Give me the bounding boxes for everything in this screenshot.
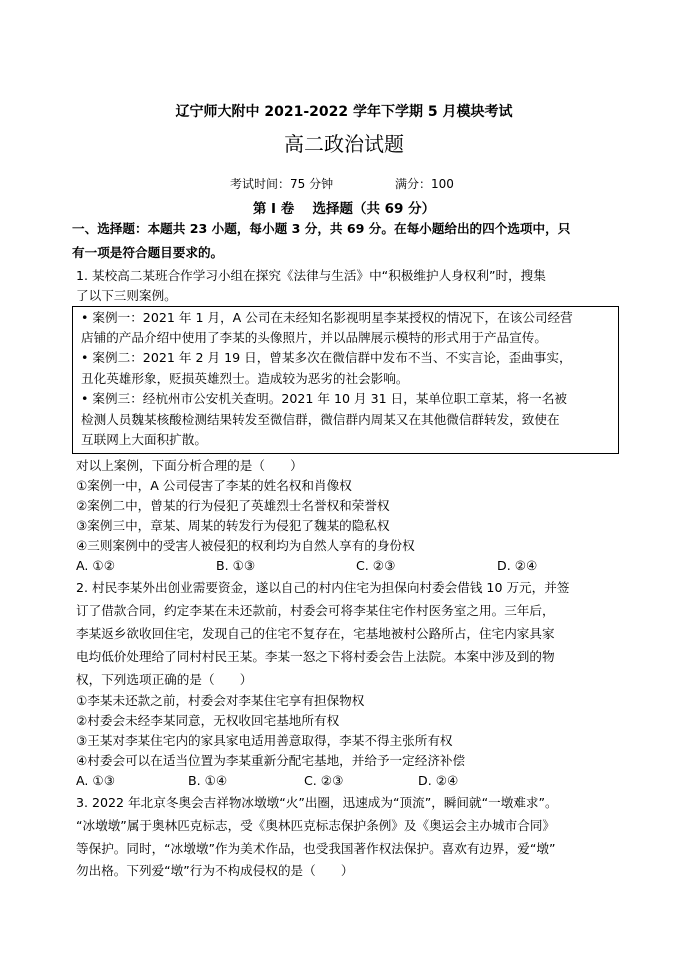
exam-time: 考试时间：75 分钟 bbox=[230, 177, 334, 191]
q1-option-b: B. ①③ bbox=[216, 558, 256, 573]
q1-statement: ③案例三中，章某、周某的转发行为侵犯了魏某的隐私权 bbox=[76, 518, 390, 533]
q2-statement: ①李某未还款之前，村委会对李某住宅享有担保物权 bbox=[76, 693, 365, 708]
q2-statement: ③王某对李某住宅内的家具家电适用善意取得，李某不得主张所有权 bbox=[76, 733, 453, 748]
q1-statement: ②案例二中，曾某的行为侵犯了英雄烈士名誉权和荣誉权 bbox=[76, 498, 390, 513]
q2-option-c: C. ②③ bbox=[304, 773, 344, 788]
q1-question: 对以上案例，下面分析合理的是（ ） bbox=[76, 458, 303, 473]
section-instructions-line: 一、选择题：本题共 23 小题，每小题 3 分，共 69 分。在每小题给出的四个选项中，只 bbox=[72, 221, 571, 236]
q2-option-b: B. ①④ bbox=[188, 773, 228, 788]
q1-stem-line: 了以下三则案例。 bbox=[76, 288, 177, 303]
q2-option-d: D. ②④ bbox=[418, 773, 459, 788]
q1-case-box bbox=[72, 306, 619, 454]
q1-statement: ④三则案例中的受害人被侵犯的权利均为自然人享有的身份权 bbox=[76, 538, 415, 553]
q2-statement: ④村委会可以在适当位置为李某重新分配宅基地，并给予一定经济补偿 bbox=[76, 753, 466, 768]
subject-title: 高二政治试题 bbox=[284, 132, 404, 156]
q1-case-line: 丑化英雄形象，贬损英雄烈士。造成较为恶劣的社会影响。 bbox=[81, 371, 409, 386]
q3-stem-line: 勿出格。下列爱“墩”行为不构成侵权的是（ ） bbox=[76, 863, 354, 878]
volume-heading: 第 I 卷 选择题（共 69 分） bbox=[252, 201, 436, 217]
section-instructions-line: 有一项是符合题目要求的。 bbox=[72, 245, 224, 260]
q3-stem-line: 3. 2022 年北京冬奥会吉祥物冰墩墩“火”出圈，迅速成为“顶流”，瞬间就“一墩难求”。 bbox=[76, 795, 558, 810]
q2-stem-line: 李某返乡欲收回住宅，发现自己的住宅不复存在，宅基地被村公路所占，住宅内家具家 bbox=[76, 626, 555, 641]
q3-stem-line: 等保护。同时，“冰墩墩”作为美术作品，也受我国著作权法保护。喜欢有边界，爱“墩” bbox=[76, 841, 556, 856]
q1-option-c: C. ②③ bbox=[356, 558, 396, 573]
q1-case-line: • 案例一：2021 年 1 月，A 公司在未经知名影视明星李某授权的情况下，在该公司经营 bbox=[81, 310, 573, 325]
q2-statement: ②村委会未经李某同意，无权收回宅基地所有权 bbox=[76, 713, 340, 728]
q1-option-a: A. ①② bbox=[76, 558, 115, 573]
q1-option-d: D. ②④ bbox=[497, 558, 538, 573]
q1-stem-line: 1. 某校高二某班合作学习小组在探究《法律与生活》中“积极维护人身权利”时，搜集 bbox=[76, 268, 546, 283]
full-score: 满分：100 bbox=[395, 177, 454, 191]
q1-case-line: 店铺的产品介绍中使用了李某的头像照片，并以品牌展示模特的形式用于产品宣传。 bbox=[81, 330, 547, 345]
q2-stem-line: 订了借款合同，约定李某在未还款前，村委会可将李某住宅作村医务室之用。三年后， bbox=[76, 603, 555, 618]
q1-case-line: 检测人员魏某核酸检测结果转发至微信群，微信群内周某又在其他微信群转发，致使在 bbox=[81, 412, 560, 427]
q1-case-line: 互联网上大面积扩散。 bbox=[81, 432, 207, 447]
q2-stem-line: 权，下列选项正确的是（ ） bbox=[76, 672, 253, 687]
q2-option-a: A. ①③ bbox=[76, 773, 115, 788]
q1-case-line: • 案例三：经杭州市公安机关查明。2021 年 10 月 31 日，某单位职工章某，将一名被 bbox=[81, 391, 567, 406]
exam-title: 辽宁师大附中 2021-2022 学年下学期 5 月模块考试 bbox=[175, 104, 513, 120]
q1-case-line: • 案例二：2021 年 2 月 19 日，曾某多次在微信群中发布不当、不实言论，歪曲事实， bbox=[81, 350, 572, 365]
q2-stem-line: 2. 村民李某外出创业需要资金，遂以自己的村内住宅为担保向村委会借钱 10 万元，并签 bbox=[76, 580, 570, 595]
q1-statement: ①案例一中，A 公司侵害了李某的姓名权和肖像权 bbox=[76, 478, 352, 493]
q3-stem-line: “冰墩墩”属于奥林匹克标志，受《奥林匹克标志保护条例》及《奥运会主办城市合同》 bbox=[76, 818, 556, 833]
q2-stem-line: 电均低价处理给了同村村民王某。李某一怒之下将村委会告上法院。本案中涉及到的物 bbox=[76, 649, 555, 664]
